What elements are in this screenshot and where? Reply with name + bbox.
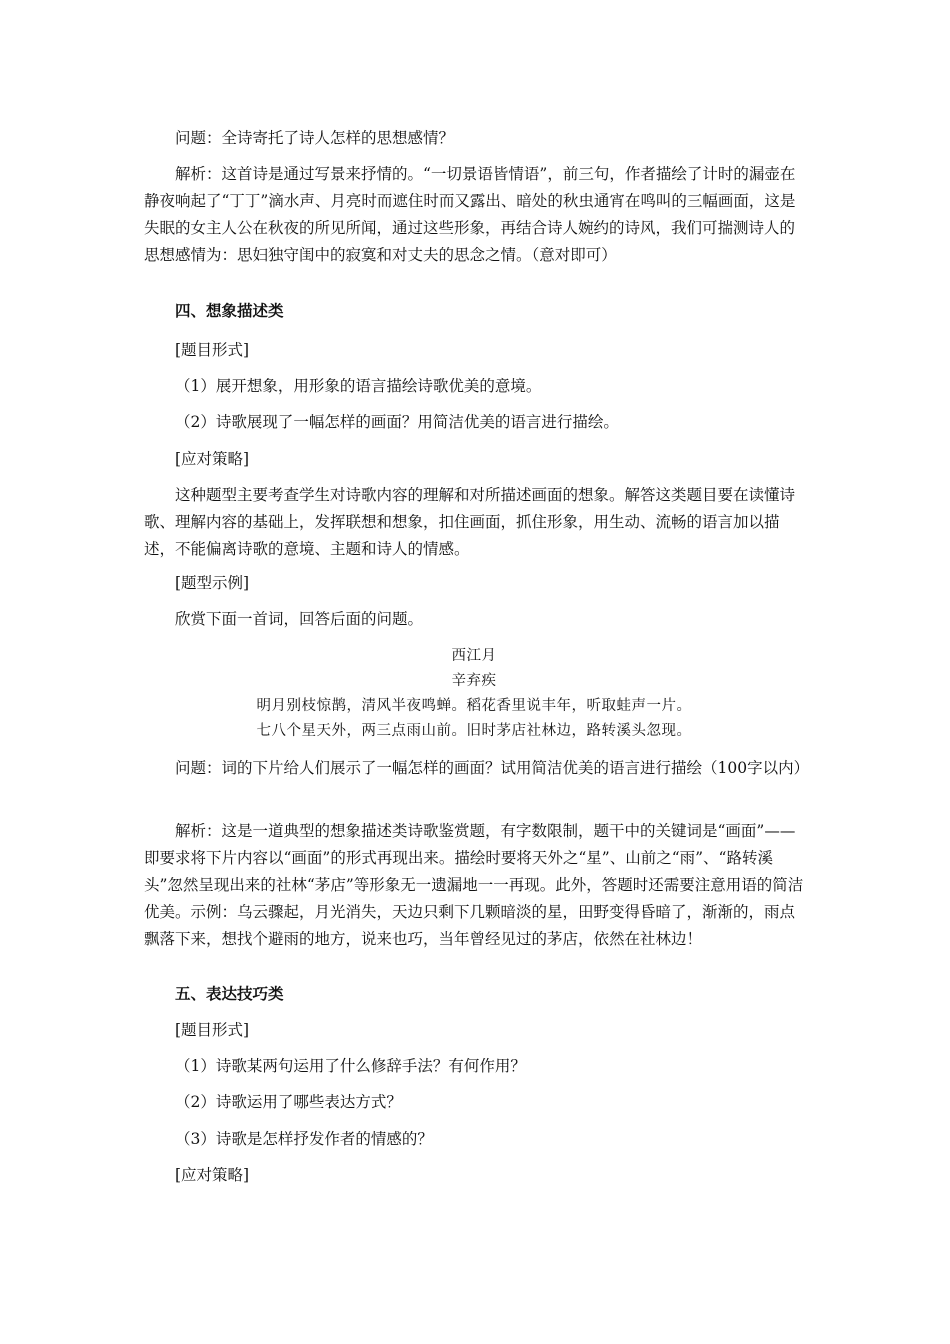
list-item: （2）诗歌运用了哪些表达方式？: [175, 1093, 402, 1111]
poem-line: 七八个星天外，两三点雨山前。旧时茅店社林边，路转溪头忽现。: [256, 723, 692, 739]
analysis-paragraph: 解析：这首诗是通过写景来抒情的。“一切景语皆情语”，前三句，作者描绘了计时的漏壶在静夜响起了“丁丁”滴水声、月亮时而遮住时而又露出、暗处的秋虫通宵在鸣叫的三幅画面，这是失眠的女主人公在秋夜的所见所闻，通过这些形象，再结合诗人婉约的诗风，我们可揣测诗人的思想感情为：思妇独守闺中的寂寞和对丈夫的思念之情。（意对即可）: [144, 165, 796, 264]
poem-line: 明月别枝惊鹊，清风半夜鸣蝉。稻花香里说丰年，听取蛙声一片。: [256, 698, 692, 714]
list-item: （2）诗歌展现了一幅怎样的画面？用简洁优美的语言进行描绘。: [175, 413, 619, 431]
strategy-paragraph: 这种题型主要考查学生对诗歌内容的理解和对所描述画面的想象。解答这类题目要在读懂诗歌、理解内容的基础上，发挥联想和想象，扣住画面，抓住形象，用生动、流畅的语言加以描述，不能偏离诗歌的意境、主题和诗人的情感。: [144, 486, 796, 558]
analysis-paragraph: 解析：这是一道典型的想象描述类诗歌鉴赏题，有字数限制，题干中的关键词是“画面”——即要求将下片内容以“画面”的形式再现出来。描绘时要将天外之“星”、山前之“雨”、“路转溪头”忽然呈现出来的社林“茅店”等形象无一遗漏地一一再现。此外，答题时还需要注意用语的简洁优美。示例：乌云骤起，月光消失，天边只剩下几颗暗淡的星，田野变得昏暗了，渐渐的，雨点飘落下来，想找个避雨的地方，说来也巧，当年曾经见过的茅店，依然在社林边！: [144, 822, 804, 948]
poem-title: 西江月: [451, 648, 497, 664]
question-paragraph: 问题：词的下片给人们展示了一幅怎样的画面？试用简洁优美的语言进行描绘（100字以内）: [175, 759, 810, 777]
strategy-label: [应对策略]: [175, 1166, 250, 1184]
poem-author: 辛弃疾: [451, 673, 497, 689]
poem-block: [144, 644, 804, 744]
list-item: （1）诗歌某两句运用了什么修辞手法？有何作用？: [175, 1057, 526, 1075]
question-paragraph: 问题：全诗寄托了诗人怎样的思想感情？: [175, 129, 455, 147]
list-item: （1）展开想象，用形象的语言描绘诗歌优美的意境。: [175, 377, 542, 395]
section-heading-imagination: 四、想象描述类: [175, 301, 284, 320]
question-form-label: [题目形式]: [175, 1021, 250, 1039]
question-form-label: [题目形式]: [175, 341, 250, 359]
section-heading-technique: 五、表达技巧类: [175, 984, 284, 1003]
list-item: （3）诗歌是怎样抒发作者的情感的？: [175, 1130, 433, 1148]
example-label: [题型示例]: [175, 574, 250, 592]
instruction-text: 欣赏下面一首词，回答后面的问题。: [175, 610, 424, 628]
strategy-label: [应对策略]: [175, 450, 250, 468]
